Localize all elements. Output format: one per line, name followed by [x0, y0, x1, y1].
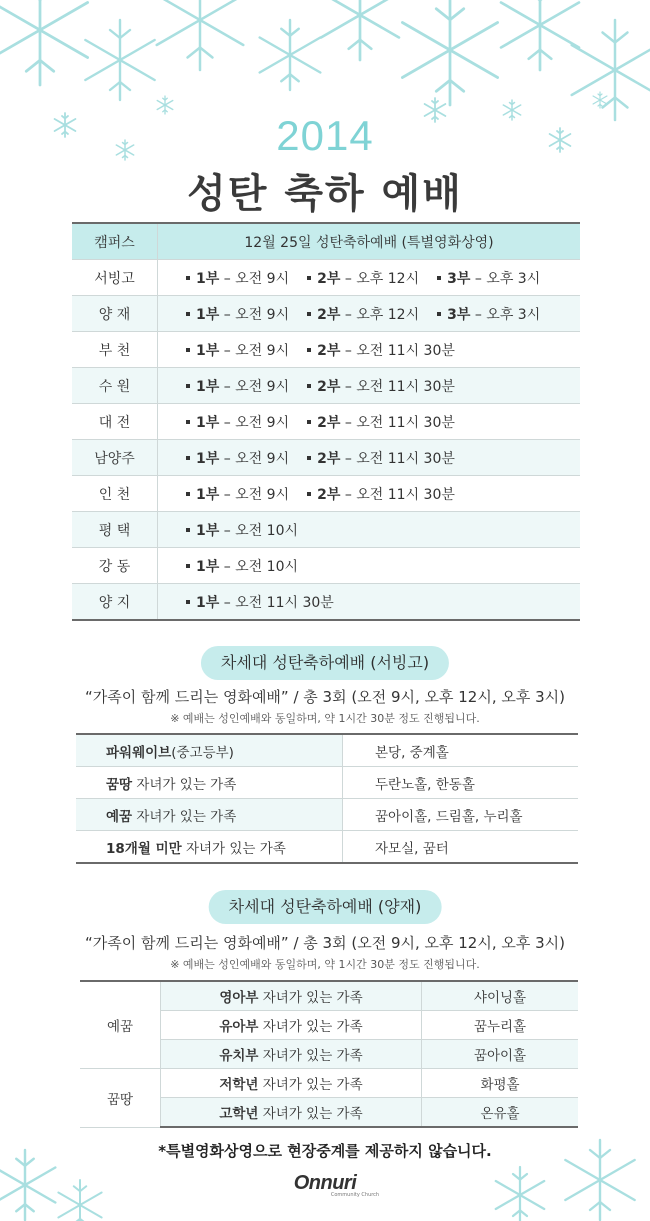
audience-cell [76, 734, 343, 767]
session-item [186, 268, 289, 288]
bullet-icon [307, 276, 311, 280]
yangjae-youth-table [80, 980, 578, 1128]
bullet-icon [307, 492, 311, 496]
schedule-row [72, 584, 580, 621]
session-time: – 오전 10시 [219, 522, 299, 539]
session-item [307, 484, 455, 504]
campus-name: 서빙고 [72, 260, 158, 296]
bullet-icon [437, 312, 441, 316]
session-list [158, 476, 581, 512]
session-time: – 오전 11시 30분 [340, 378, 455, 395]
session-time: – 오전 9시 [219, 342, 290, 359]
audience-cell [76, 799, 343, 831]
session-item [186, 304, 289, 324]
footer-notice: *특별영화상영으로 현장중계를 제공하지 않습니다. [158, 1142, 492, 1160]
session-list [158, 440, 581, 476]
session-number: 1부 [196, 270, 220, 287]
venue-cell: 꿈아이홀, 드림홀, 누리홀 [343, 799, 579, 831]
session-time: – 오후 3시 [470, 306, 541, 323]
session-list [158, 368, 581, 404]
audience-desc: 자녀가 있는 가족 [181, 840, 286, 857]
audience-group: 고학년 [219, 1106, 259, 1122]
session-list [158, 260, 581, 296]
audience-group: 18개월 미만 [106, 840, 182, 857]
venue-cell: 두란노홀, 한동홀 [343, 767, 579, 799]
bullet-icon [186, 420, 190, 424]
session-item [437, 268, 540, 288]
schedule-header-row [72, 223, 580, 260]
session-item [307, 376, 455, 396]
bullet-icon [186, 384, 190, 388]
session-item [307, 340, 455, 360]
session-number: 2부 [317, 486, 341, 503]
bullet-icon [186, 492, 190, 496]
session-number: 2부 [317, 378, 341, 395]
audience-desc: 자녀가 있는 가족 [258, 990, 363, 1006]
bullet-icon [186, 348, 190, 352]
session-item [307, 304, 419, 324]
schedule-row [72, 296, 580, 332]
campus-name: 남양주 [72, 440, 158, 476]
session-list [158, 548, 581, 584]
session-time: – 오전 11시 30분 [340, 342, 455, 359]
session-list [158, 332, 581, 368]
session-number: 1부 [196, 342, 220, 359]
audience-cell [161, 1040, 422, 1069]
audience-group: 유치부 [219, 1048, 259, 1064]
session-item [186, 484, 289, 504]
session-item [186, 592, 334, 612]
session-time: – 오전 9시 [219, 378, 290, 395]
table-row [76, 799, 578, 831]
session-number: 1부 [196, 450, 220, 467]
audience-cell [161, 1011, 422, 1040]
seobinggo-youth-table [76, 733, 578, 864]
session-number: 2부 [317, 270, 341, 287]
page-title: 성탄 축하 예배 [187, 171, 463, 217]
campus-name: 인 천 [72, 476, 158, 512]
audience-cell [76, 767, 343, 799]
venue-cell: 꿈누리홀 [422, 1011, 579, 1040]
session-list [158, 296, 581, 332]
audience-desc: 자녀가 있는 가족 [258, 1106, 363, 1122]
campus-name: 수 원 [72, 368, 158, 404]
session-item [186, 376, 289, 396]
session-number: 3부 [447, 306, 471, 323]
year-heading: 2014 [276, 112, 374, 159]
audience-desc: 자녀가 있는 가족 [258, 1048, 363, 1064]
bullet-icon [307, 348, 311, 352]
campus-name: 대 전 [72, 404, 158, 440]
audience-desc: 자녀가 있는 가족 [258, 1019, 363, 1035]
session-time: – 오후 12시 [340, 306, 420, 323]
table-row [76, 767, 578, 799]
seobinggo-youth-badge: 차세대 성탄축하예배 (서빙고) [201, 646, 449, 680]
bullet-icon [186, 312, 190, 316]
bullet-icon [186, 600, 190, 604]
session-number: 2부 [317, 306, 341, 323]
session-item [307, 268, 419, 288]
schedule-row [72, 440, 580, 476]
campus-column-header: 캠퍼스 [72, 223, 158, 260]
session-item [307, 448, 455, 468]
session-number: 1부 [196, 306, 220, 323]
session-time: – 오후 3시 [470, 270, 541, 287]
session-list [158, 404, 581, 440]
session-number: 1부 [196, 558, 220, 575]
yangjae-note: ※ 예배는 성인예배와 동일하며, 약 1시간 30분 정도 진행됩니다. [170, 958, 480, 971]
venue-cell: 샤이닝홀 [422, 981, 579, 1011]
bullet-icon [307, 456, 311, 460]
session-item [437, 304, 540, 324]
session-list [158, 512, 581, 548]
campus-name: 강 동 [72, 548, 158, 584]
session-number: 2부 [317, 450, 341, 467]
table-row [80, 981, 578, 1011]
session-number: 2부 [317, 414, 341, 431]
session-time: – 오전 9시 [219, 414, 290, 431]
session-number: 1부 [196, 378, 220, 395]
session-number: 1부 [196, 414, 220, 431]
onnuri-logo [0, 1172, 650, 1198]
schedule-column-header: 12월 25일 성탄축하예배 (특별영화상영) [158, 223, 581, 260]
schedule-row [72, 368, 580, 404]
venue-cell: 자모실, 꿈터 [343, 831, 579, 864]
audience-group: 유아부 [219, 1019, 259, 1035]
audience-cell [161, 1069, 422, 1098]
session-time: – 오전 10시 [219, 558, 299, 575]
logo-name: Onnuri [293, 1172, 357, 1194]
session-time: – 오전 11시 30분 [219, 594, 334, 611]
table-row [76, 831, 578, 864]
session-time: – 오전 11시 30분 [340, 450, 455, 467]
session-time: – 오후 12시 [340, 270, 420, 287]
session-time: – 오전 11시 30분 [340, 414, 455, 431]
seobinggo-note: ※ 예배는 성인예배와 동일하며, 약 1시간 30분 정도 진행됩니다. [170, 712, 480, 725]
yangjae-subtitle: “가족이 함께 드리는 영화예배” / 총 3회 (오전 9시, 오후 12시, 오후 3시) [84, 934, 566, 952]
session-number: 1부 [196, 486, 220, 503]
schedule-row [72, 512, 580, 548]
schedule-row [72, 260, 580, 296]
department-group: 예꿈 [80, 981, 161, 1069]
session-number: 3부 [447, 270, 471, 287]
audience-desc: (중고등부) [171, 744, 234, 761]
seobinggo-subtitle: “가족이 함께 드리는 영화예배” / 총 3회 (오전 9시, 오후 12시, 오후 3시) [84, 688, 566, 706]
session-item [186, 340, 289, 360]
session-item [307, 412, 455, 432]
bullet-icon [186, 456, 190, 460]
audience-desc: 자녀가 있는 가족 [258, 1077, 363, 1093]
yangjae-youth-badge: 차세대 성탄축하예배 (양재) [209, 890, 442, 924]
session-item [186, 556, 298, 576]
session-item [186, 520, 298, 540]
audience-group: 영아부 [219, 990, 259, 1006]
venue-cell: 온유홀 [422, 1098, 579, 1128]
audience-cell [161, 981, 422, 1011]
table-row [80, 1069, 578, 1098]
venue-cell: 꿈아이홀 [422, 1040, 579, 1069]
venue-cell: 화평홀 [422, 1069, 579, 1098]
session-number: 2부 [317, 342, 341, 359]
campus-name: 양 재 [72, 296, 158, 332]
campus-name: 부 천 [72, 332, 158, 368]
department-group: 꿈땅 [80, 1069, 161, 1128]
audience-desc: 자녀가 있는 가족 [132, 808, 237, 825]
audience-desc: 자녀가 있는 가족 [132, 776, 237, 793]
venue-cell: 본당, 중계홀 [343, 734, 579, 767]
logo-tagline: Community Church [330, 1192, 380, 1198]
audience-group: 저학년 [219, 1077, 259, 1093]
schedule-row [72, 404, 580, 440]
campus-name: 양 지 [72, 584, 158, 621]
session-time: – 오전 9시 [219, 450, 290, 467]
session-time: – 오전 9시 [219, 486, 290, 503]
session-time: – 오전 9시 [219, 306, 290, 323]
campus-name: 평 택 [72, 512, 158, 548]
audience-cell [76, 831, 343, 864]
bullet-icon [186, 528, 190, 532]
session-number: 1부 [196, 594, 220, 611]
session-item [186, 412, 289, 432]
audience-group: 예꿈 [106, 808, 133, 825]
bullet-icon [307, 384, 311, 388]
bullet-icon [307, 312, 311, 316]
session-item [186, 448, 289, 468]
session-time: – 오전 11시 30분 [340, 486, 455, 503]
bullet-icon [307, 420, 311, 424]
session-time: – 오전 9시 [219, 270, 290, 287]
bullet-icon [186, 276, 190, 280]
audience-group: 꿈땅 [106, 776, 133, 793]
schedule-row [72, 548, 580, 584]
session-list [158, 584, 581, 621]
schedule-table [72, 222, 580, 621]
bullet-icon [437, 276, 441, 280]
schedule-row [72, 476, 580, 512]
table-row [76, 734, 578, 767]
session-number: 1부 [196, 522, 220, 539]
audience-group: 파워웨이브 [106, 744, 172, 761]
bullet-icon [186, 564, 190, 568]
schedule-row [72, 332, 580, 368]
audience-cell [161, 1098, 422, 1128]
